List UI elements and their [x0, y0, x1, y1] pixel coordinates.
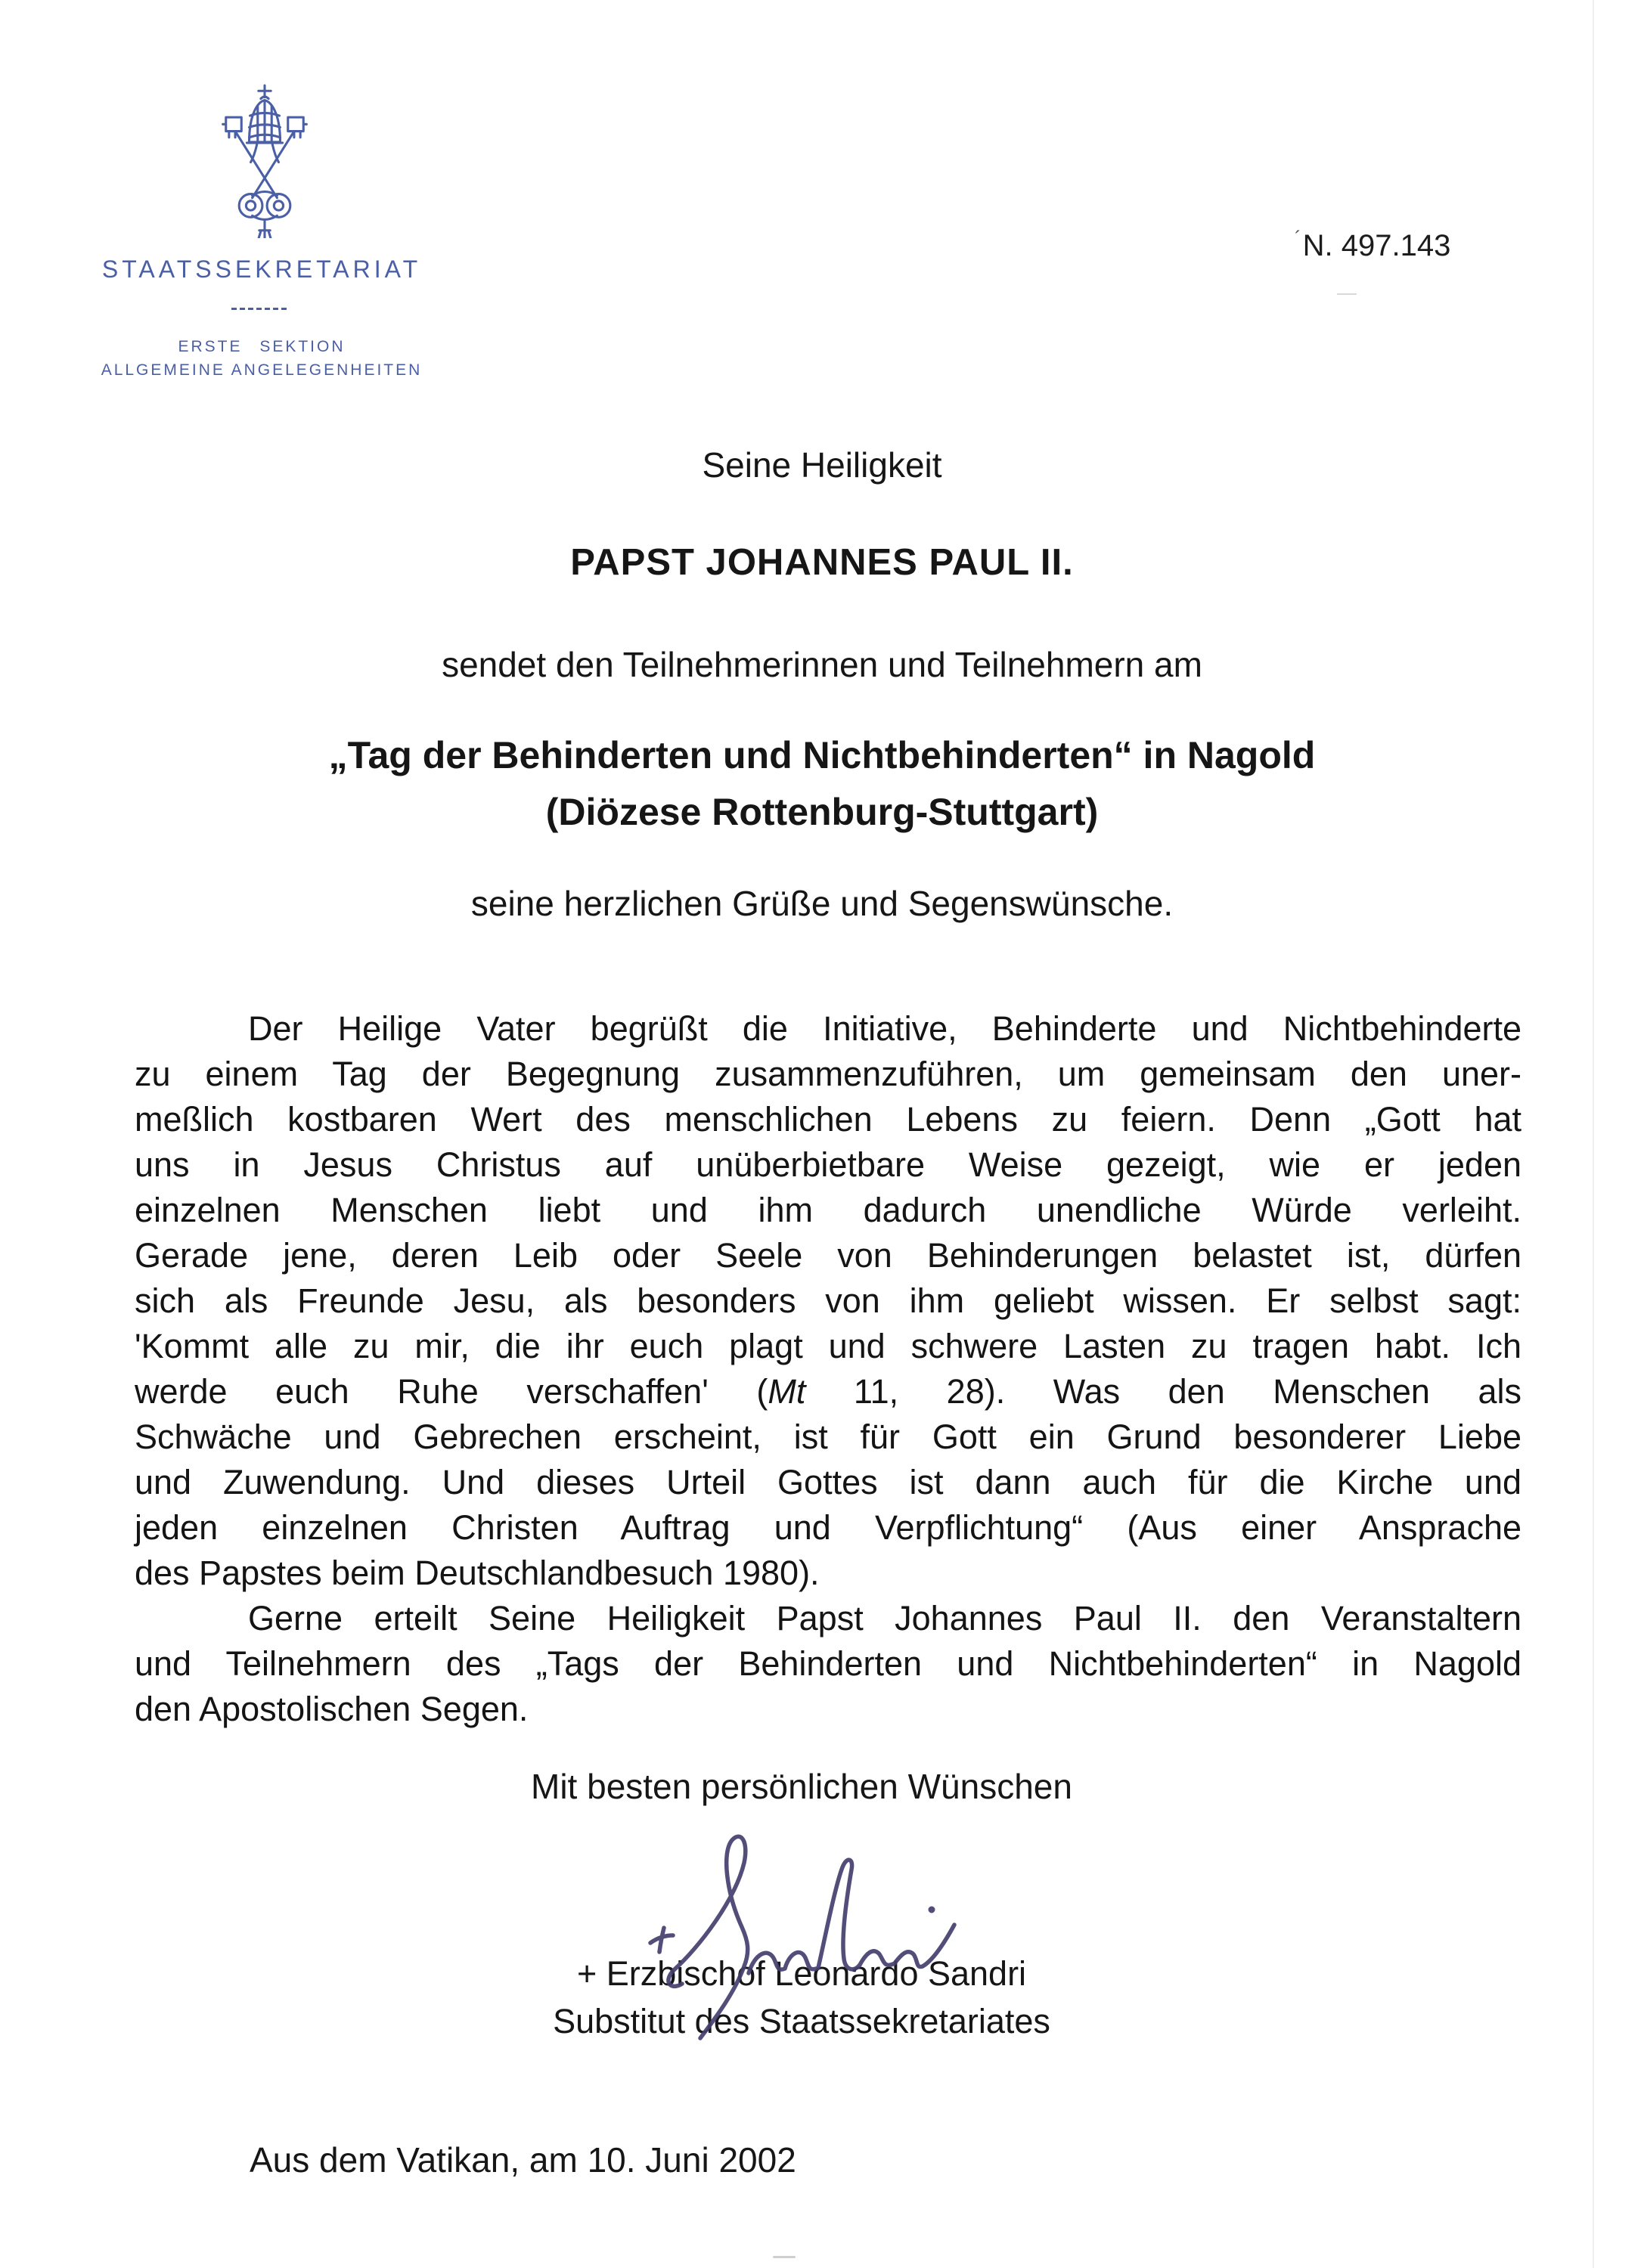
body-paragraphs	[135, 1006, 1521, 1732]
protocol-number-value: N. 497.143	[1302, 229, 1451, 262]
body-line: Der Heilige Vater begrüßt die Initiative, Behinderte und Nichtbehinderte	[248, 1009, 1521, 1048]
body-line: jeden einzelnen Christen Auftrag und Verpflichtung“ (Aus einer Ansprache	[135, 1508, 1521, 1547]
event-title-line1: „Tag der Behinderten und Nichtbehinderten“ in Nagold	[328, 734, 1316, 776]
body-line: und Zuwendung. Und dieses Urteil Gottes ist dann auch für die Kirche und	[135, 1463, 1521, 1501]
closing-wishes: Mit besten persönlichen Wünschen	[531, 1767, 1072, 1806]
protocol-number	[1295, 227, 1450, 263]
body-line: Gerade jene, deren Leib oder Seele von Behinderungen belastet ist, dürfen	[135, 1236, 1521, 1275]
scan-tick-artifact: ´	[1295, 227, 1301, 249]
signer-title: Substitut des Staatssekretariates	[553, 2002, 1050, 2040]
handwritten-signature	[629, 1820, 1015, 2047]
body-line: Schwäche und Gebrechen erscheint, ist für Gott ein Grund besonderer Liebe	[135, 1418, 1521, 1456]
body-line: den Apostolischen Segen.	[135, 1690, 529, 1728]
pope-name-heading: PAPST JOHANNES PAUL II.	[570, 542, 1074, 583]
scripture-reference: Mt	[768, 1372, 806, 1411]
body-line-text: werde euch Ruhe verschaffen' (	[135, 1372, 768, 1411]
letterhead-section	[27, 335, 496, 382]
scan-edge-artifact	[1593, 0, 1594, 2268]
body-line: Gerne erteilt Seine Heiligkeit Papst Johannes Paul II. den Veranstaltern	[248, 1599, 1521, 1637]
sends-line: sendet den Teilnehmerinnen und Teilnehmern am	[442, 645, 1202, 684]
body-line: uns in Jesus Christus auf unüberbietbare Weise gezeigt, wie er jeden	[135, 1145, 1521, 1184]
body-line: 'Kommt alle zu mir, die ihr euch plagt und schwere Lasten zu tragen habt. Ich	[135, 1327, 1521, 1365]
body-line: und Teilnehmern des „Tags der Behinderten und Nichtbehinderten“ in Nagold	[135, 1644, 1521, 1683]
body-line-text: 11, 28). Was den Menschen als	[805, 1372, 1521, 1411]
letterhead-divider	[231, 308, 287, 310]
body-line: zu einem Tag der Begegnung zusammenzuführen, um gemeinsam den uner-	[135, 1055, 1521, 1093]
body-line: sich als Freunde Jesu, als besonders von ihm geliebt wissen. Er selbst sagt:	[135, 1281, 1521, 1320]
body-line	[135, 1369, 1521, 1414]
letterhead-section-line1: ERSTE SEKTION	[178, 338, 346, 355]
salutation-line: Seine Heiligkeit	[702, 445, 942, 485]
body-line: einzelnen Menschen liebt und ihm dadurch unendliche Würde verleiht.	[135, 1191, 1521, 1229]
event-title	[126, 727, 1518, 841]
body-line: des Papstes beim Deutschlandbesuch 1980).	[135, 1554, 820, 1592]
vatican-emblem-icon	[218, 83, 312, 238]
event-title-line2: (Diözese Rottenburg-Stuttgart)	[545, 791, 1099, 833]
letterhead-office-title: STAATSSEKRETARIAT	[101, 256, 422, 283]
letterhead-section-line2: ALLGEMEINE ANGELEGENHEITEN	[101, 361, 423, 379]
greeting-line: seine herzlichen Grüße und Segenswünsche.	[470, 884, 1174, 923]
dateline: Aus dem Vatikan, am 10. Juni 2002	[250, 2140, 796, 2180]
scan-artifact-bottom	[773, 2256, 796, 2258]
signer-name: + Erzbischof Leonardo Sandri	[576, 1954, 1027, 1993]
body-line: meßlich kostbaren Wert des menschlichen Lebens zu feiern. Denn „Gott hat	[135, 1100, 1521, 1139]
scan-artifact	[1337, 293, 1357, 295]
